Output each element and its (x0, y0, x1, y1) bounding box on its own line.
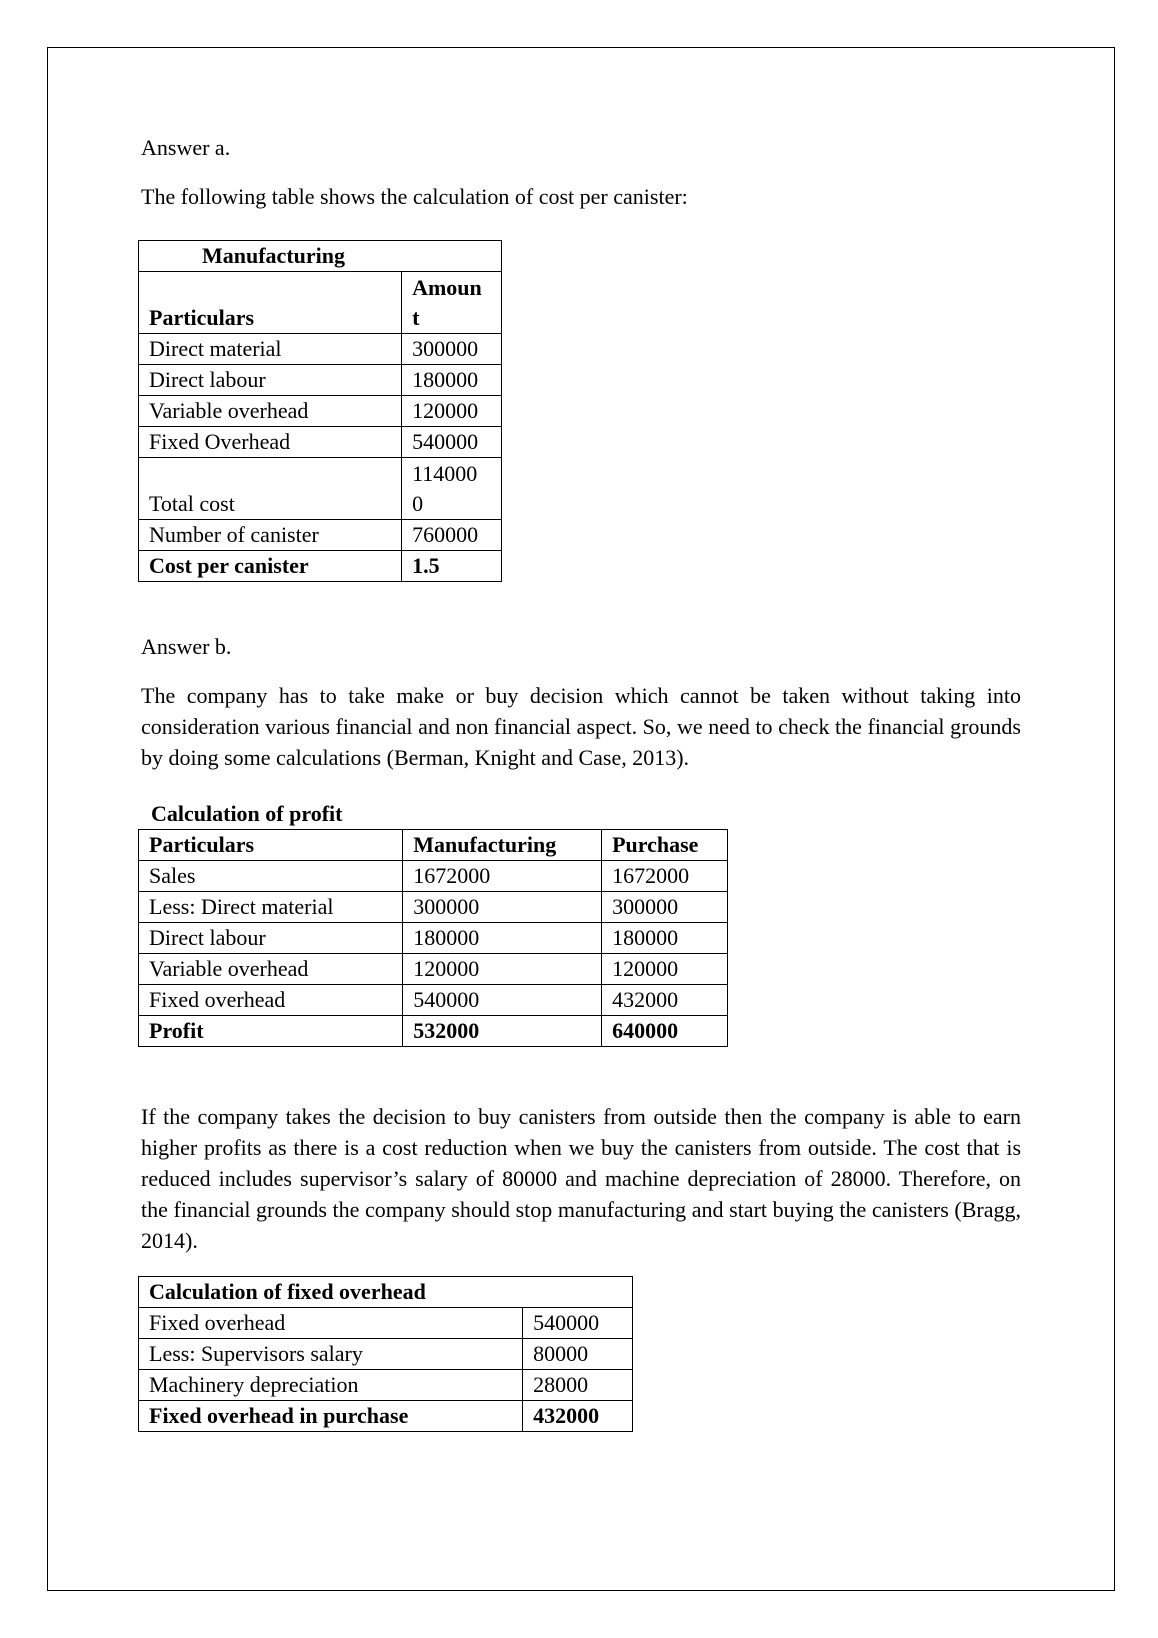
table-row (139, 1339, 633, 1370)
table-row (139, 892, 728, 923)
table-row (139, 923, 728, 954)
row-purchase: 300000 (602, 892, 728, 923)
profit-table-caption: Calculation of profit (151, 801, 343, 826)
answer-a-intro: The following table shows the calculation of cost per canister: (141, 184, 688, 209)
row-label: Direct material (139, 334, 402, 365)
total-label: Total cost (139, 458, 402, 520)
row-manufacturing: 300000 (403, 892, 602, 923)
row-purchase: 1672000 (602, 861, 728, 892)
header-particulars: Particulars (139, 830, 403, 861)
row-label: Variable overhead (139, 396, 402, 427)
total-value: 432000 (523, 1401, 633, 1432)
row-label: Less: Supervisors salary (139, 1339, 523, 1370)
total-manufacturing: 532000 (403, 1016, 602, 1047)
total-row (139, 1016, 728, 1047)
table-title: Calculation of fixed overhead (139, 1277, 633, 1308)
row-label: Fixed overhead (139, 985, 403, 1016)
total-value: 114000 0 (402, 458, 502, 520)
row-label: Less: Direct material (139, 892, 403, 923)
table-row (139, 427, 502, 458)
table-title: Manufacturing (139, 241, 502, 272)
result-value: 1.5 (402, 551, 502, 582)
row-manufacturing: 1672000 (403, 861, 602, 892)
row-label: Variable overhead (139, 954, 403, 985)
table-row (139, 1277, 633, 1308)
table-header-row (139, 272, 502, 334)
answer-a-heading: Answer a. (141, 135, 231, 160)
total-row (139, 1401, 633, 1432)
answer-b-heading: Answer b. (141, 634, 232, 659)
total-label: Profit (139, 1016, 403, 1047)
row-manufacturing: 540000 (403, 985, 602, 1016)
row-value: 80000 (523, 1339, 633, 1370)
row-value: 180000 (402, 365, 502, 396)
table-row (139, 985, 728, 1016)
table-row (139, 520, 502, 551)
fixed-overhead-table (138, 1276, 633, 1432)
row-label: Machinery depreciation (139, 1370, 523, 1401)
row-label: Fixed overhead (139, 1308, 523, 1339)
table-header-row (139, 830, 728, 861)
table-row (139, 861, 728, 892)
table-row (139, 954, 728, 985)
canisters-label: Number of canister (139, 520, 402, 551)
total-purchase: 640000 (602, 1016, 728, 1047)
row-purchase: 180000 (602, 923, 728, 954)
table-row (139, 396, 502, 427)
header-purchase: Purchase (602, 830, 728, 861)
table-row (139, 365, 502, 396)
total-label: Fixed overhead in purchase (139, 1401, 523, 1432)
row-value: 540000 (402, 427, 502, 458)
row-purchase: 432000 (602, 985, 728, 1016)
profit-table (138, 829, 728, 1047)
total-row (139, 458, 502, 520)
answer-b-paragraph-1: The company has to take make or buy decision which cannot be taken without taking into consideration various financial and non financial aspect. So, we need to check the financial grounds by doing some calculations (Berman, Knight and Case, 2013). (141, 683, 1021, 770)
header-amount: Amoun t (402, 272, 502, 334)
row-value: 28000 (523, 1370, 633, 1401)
row-manufacturing: 120000 (403, 954, 602, 985)
row-label: Direct labour (139, 923, 403, 954)
table-row (139, 1308, 633, 1339)
answer-b-paragraph-2: If the company takes the decision to buy canisters from outside then the company is able to earn higher profits as there is a cost reduction when we buy the canisters from outside. The cost that is reduced includes supervisor’s salary of 80000 and machine depreciation of 28000. Therefore, on the financial grounds the company should stop manufacturing and start buying the canisters (Bragg, 2014). (141, 1104, 1021, 1253)
row-label: Sales (139, 861, 403, 892)
cost-per-canister-table (138, 240, 502, 582)
table-row (139, 334, 502, 365)
result-label: Cost per canister (139, 551, 402, 582)
result-row (139, 551, 502, 582)
row-purchase: 120000 (602, 954, 728, 985)
row-value: 120000 (402, 396, 502, 427)
header-manufacturing: Manufacturing (403, 830, 602, 861)
header-particulars: Particulars (139, 272, 402, 334)
table-row (139, 241, 502, 272)
row-value: 300000 (402, 334, 502, 365)
row-label: Direct labour (139, 365, 402, 396)
row-manufacturing: 180000 (403, 923, 602, 954)
row-value: 540000 (523, 1308, 633, 1339)
canisters-value: 760000 (402, 520, 502, 551)
table-row (139, 1370, 633, 1401)
row-label: Fixed Overhead (139, 427, 402, 458)
